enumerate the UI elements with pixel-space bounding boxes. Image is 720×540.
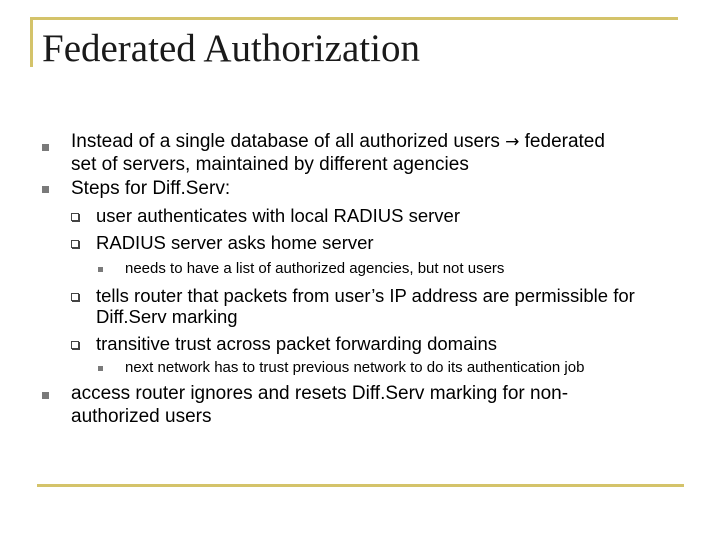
square-bullet-icon — [98, 366, 103, 371]
hollow-square-bullet-icon — [71, 293, 79, 301]
bullet-3-line-1: access router ignores and resets Diff.Serv marking for non- — [71, 383, 569, 404]
bullet-2-sub-3-line-2: Diff.Serv marking — [96, 306, 238, 327]
square-bullet-icon — [42, 144, 49, 151]
hollow-square-bullet-icon — [71, 341, 79, 349]
bullet-2-sub-1: user authenticates with local RADIUS server — [96, 205, 460, 226]
slide-title: Federated Authorization — [42, 27, 420, 70]
square-bullet-icon — [42, 392, 49, 399]
hollow-square-bullet-icon — [71, 240, 79, 248]
bullet-2-sub-2-detail: needs to have a list of authorized agencies, but not users — [125, 260, 505, 277]
square-bullet-icon — [98, 267, 103, 272]
hollow-square-bullet-icon — [71, 213, 79, 221]
bullet-1-line-1: Instead of a single database of all authorized users → federated — [71, 131, 605, 152]
bullet-2: Steps for Diff.Serv: — [71, 178, 231, 199]
bullet-2-sub-2: RADIUS server asks home server — [96, 232, 374, 253]
bullet-2-sub-4-detail: next network has to trust previous network to do its authentication job — [125, 359, 585, 376]
bullet-1-line-2: set of servers, maintained by different agencies — [71, 154, 469, 175]
square-bullet-icon — [42, 186, 49, 193]
bullet-3-line-2: authorized users — [71, 406, 212, 427]
bullet-2-sub-4: transitive trust across packet forwarding domains — [96, 333, 498, 354]
bullet-2-sub-3-line-1: tells router that packets from user’s IP address are permissible for — [96, 285, 635, 306]
arrow-right-icon: → — [505, 132, 520, 152]
